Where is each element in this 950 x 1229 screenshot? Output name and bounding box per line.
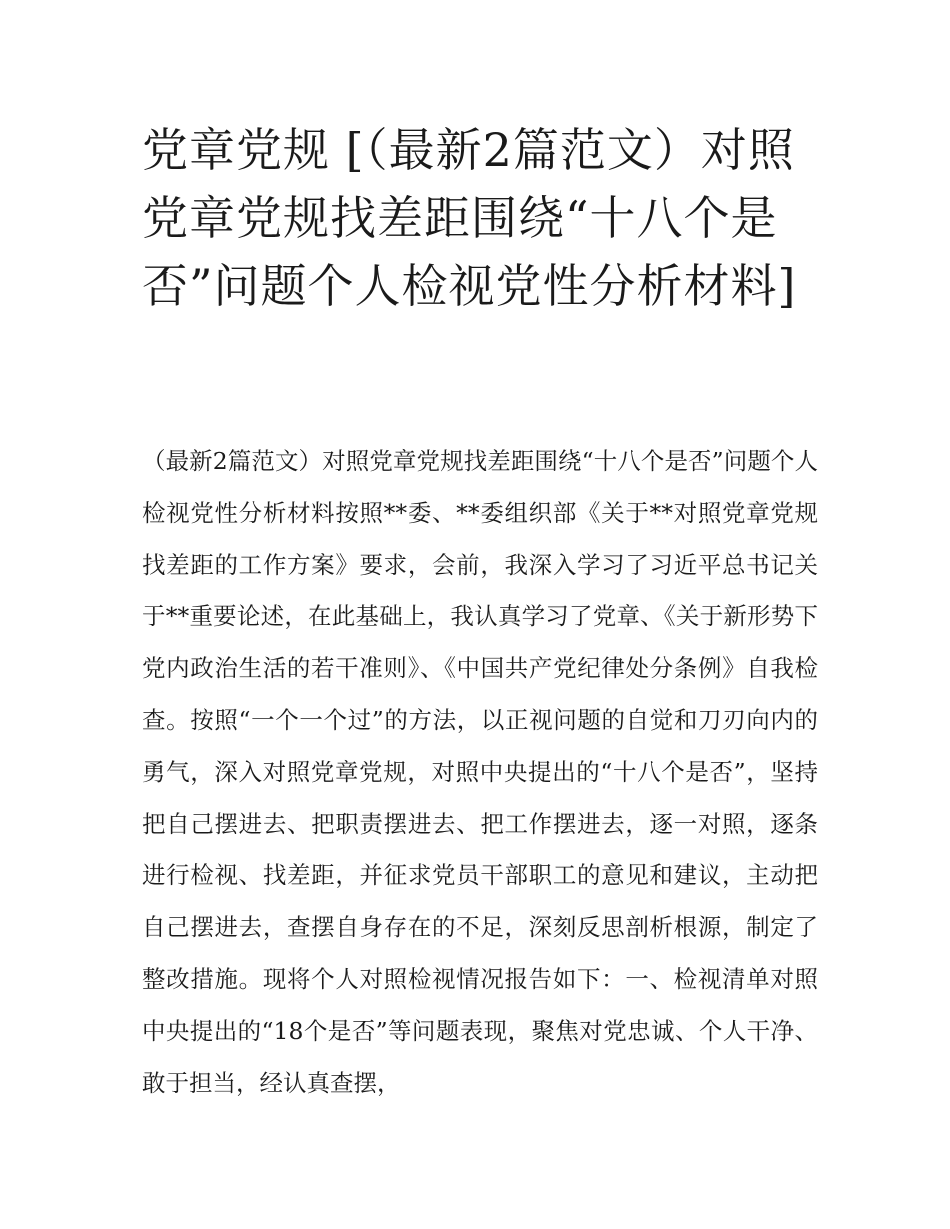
document-body-paragraph: （最新2篇范文）对照党章党规找差距围绕“十八个是否”问题个人检视党性分析材料按照**委、**委组织部《关于**对照党章党规找差距的工作方案》要求，会前，我深入学习了习近平总书记关于**重要论述，在此基础上，我认真学习了党章、《关于新形势下党内政治生活的若干准则》、《中国共产党纪律处分条例》自我检查。按照“一个一个过”的方法，以正视问题的自觉和刀刃向内的勇气，深入对照党章党规，对照中央提出的“十八个是否”，坚持把自己摆进去、把职责摆进去、把工作摆进去，逐一对照，逐条进行检视、找差距，并征求党员干部职工的意见和建议，主动把自己摆进去，查摆自身存在的不足，深刻反思剖析根源，制定了整改措施。现将个人对照检视情况报告如下：一、检视清单对照中央提出的“18个是否”等问题表现，聚焦对党忠诚、个人干净、敢于担当，经认真查摆， — [142, 447, 818, 1097]
document-title: 党章党规 [（最新2篇范文）对照党章党规找差距围绕“十八个是否”问题个人检视党性分析材料] — [142, 123, 797, 313]
